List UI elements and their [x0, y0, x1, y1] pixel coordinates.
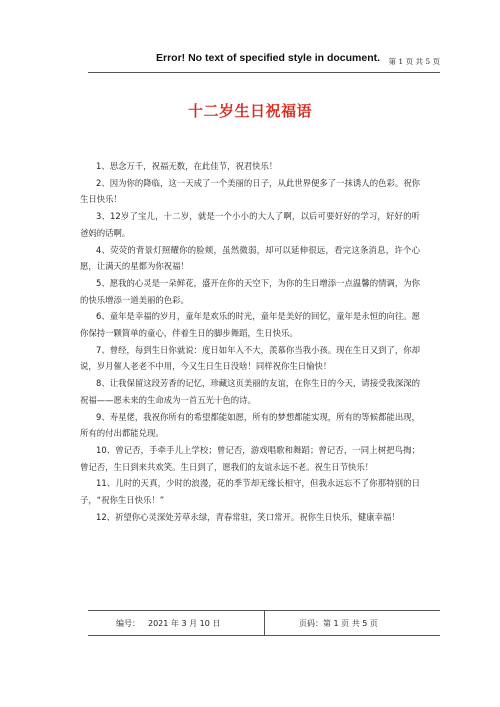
paragraph-12: 12、祈望你心灵深处芳草永绿，青春常驻，笑口常开。祝你生日快乐，健康幸福！ [96, 511, 400, 522]
footer-page-value: 第 1 页 共 5 页 [323, 619, 378, 628]
page-title: 十二岁生日祝福语 [187, 102, 312, 120]
paragraph-5: 5、愿我的心灵是一朵鲜花，盛开在你的天空下，为你的生日增添一点温馨的情调，为你的快乐增添一道美丽的色彩。 [80, 277, 420, 305]
paragraph-7: 7、曾经，每到生日你就说：度日如年入不大，羡慕你当我小孩。现在生日又到了，你却说，岁月催人老老不中用，今又生日生日没啥！同样祝你生日愉快！ [80, 344, 420, 372]
footer-divider [264, 611, 265, 635]
paragraph-2: 2、因为你的降临，这一天成了一个美丽的日子，从此世界便多了一抹诱人的色彩。祝你生日快乐！ [80, 177, 420, 205]
page-footer [88, 610, 440, 636]
footer-number-label: 编号： [116, 619, 140, 628]
paragraph-1: 1、思念万千，祝福无数，在此佳节，祝君快乐！ [96, 161, 278, 171]
footer-number-value: 2021 年 3 月 10 日 [148, 619, 221, 628]
paragraph-4: 4、荧荧的背景灯照耀你的脸颊，虽然微弱，却可以延伸很远，看完这条消息，许个心愿，让满天的星都为你祝福！ [80, 244, 420, 272]
header-page-indicator: 第 1 页 共 5 页 [388, 57, 440, 66]
footer-page-label: 页码： [299, 619, 323, 628]
paragraph-3: 3、12岁了宝儿，十二岁，就是一个小小的大人了啊，以后可要好好的学习，好好的听爸妈的话啊。 [80, 211, 420, 238]
paragraph-6: 6、童年是幸福的岁月，童年是欢乐的时光，童年是美好的回忆，童年是永恒的向往。愿你保持一颗简单的童心，伴着生日的脚步舞蹈，生日快乐。 [80, 311, 420, 339]
document-body [80, 158, 420, 525]
page-header [88, 50, 440, 73]
footer-number [116, 618, 220, 629]
paragraph-8: 8、让我保留这段芳香的记忆，珍藏这页美丽的友谊，在你生日的今天，请接受我深深的祝福——愿未来的生命成为一首五光十色的诗。 [80, 378, 420, 405]
paragraph-10: 10、曾记否，手牵手儿上学校；曾记否，游戏唱歌和舞蹈；曾记否，一同上树把鸟掏；曾记否，生日到来共欢笑。生日到了，愿我们的友谊永远不老。祝生日节快乐！ [80, 444, 420, 472]
header-error-text: Error! No text of specified style in document. [156, 52, 381, 64]
paragraph-11: 11、儿时的天真，少时的浪漫，花的季节却无缘长相守，但我永远忘不了你那特别的日子，“祝你生日快乐！” [80, 478, 420, 506]
footer-page [299, 618, 378, 629]
paragraph-9: 9、寿星佬，我祝你所有的希望都能如愿，所有的梦想都能实现，所有的等候都能出现，所有的付出都能兑现。 [80, 411, 420, 439]
